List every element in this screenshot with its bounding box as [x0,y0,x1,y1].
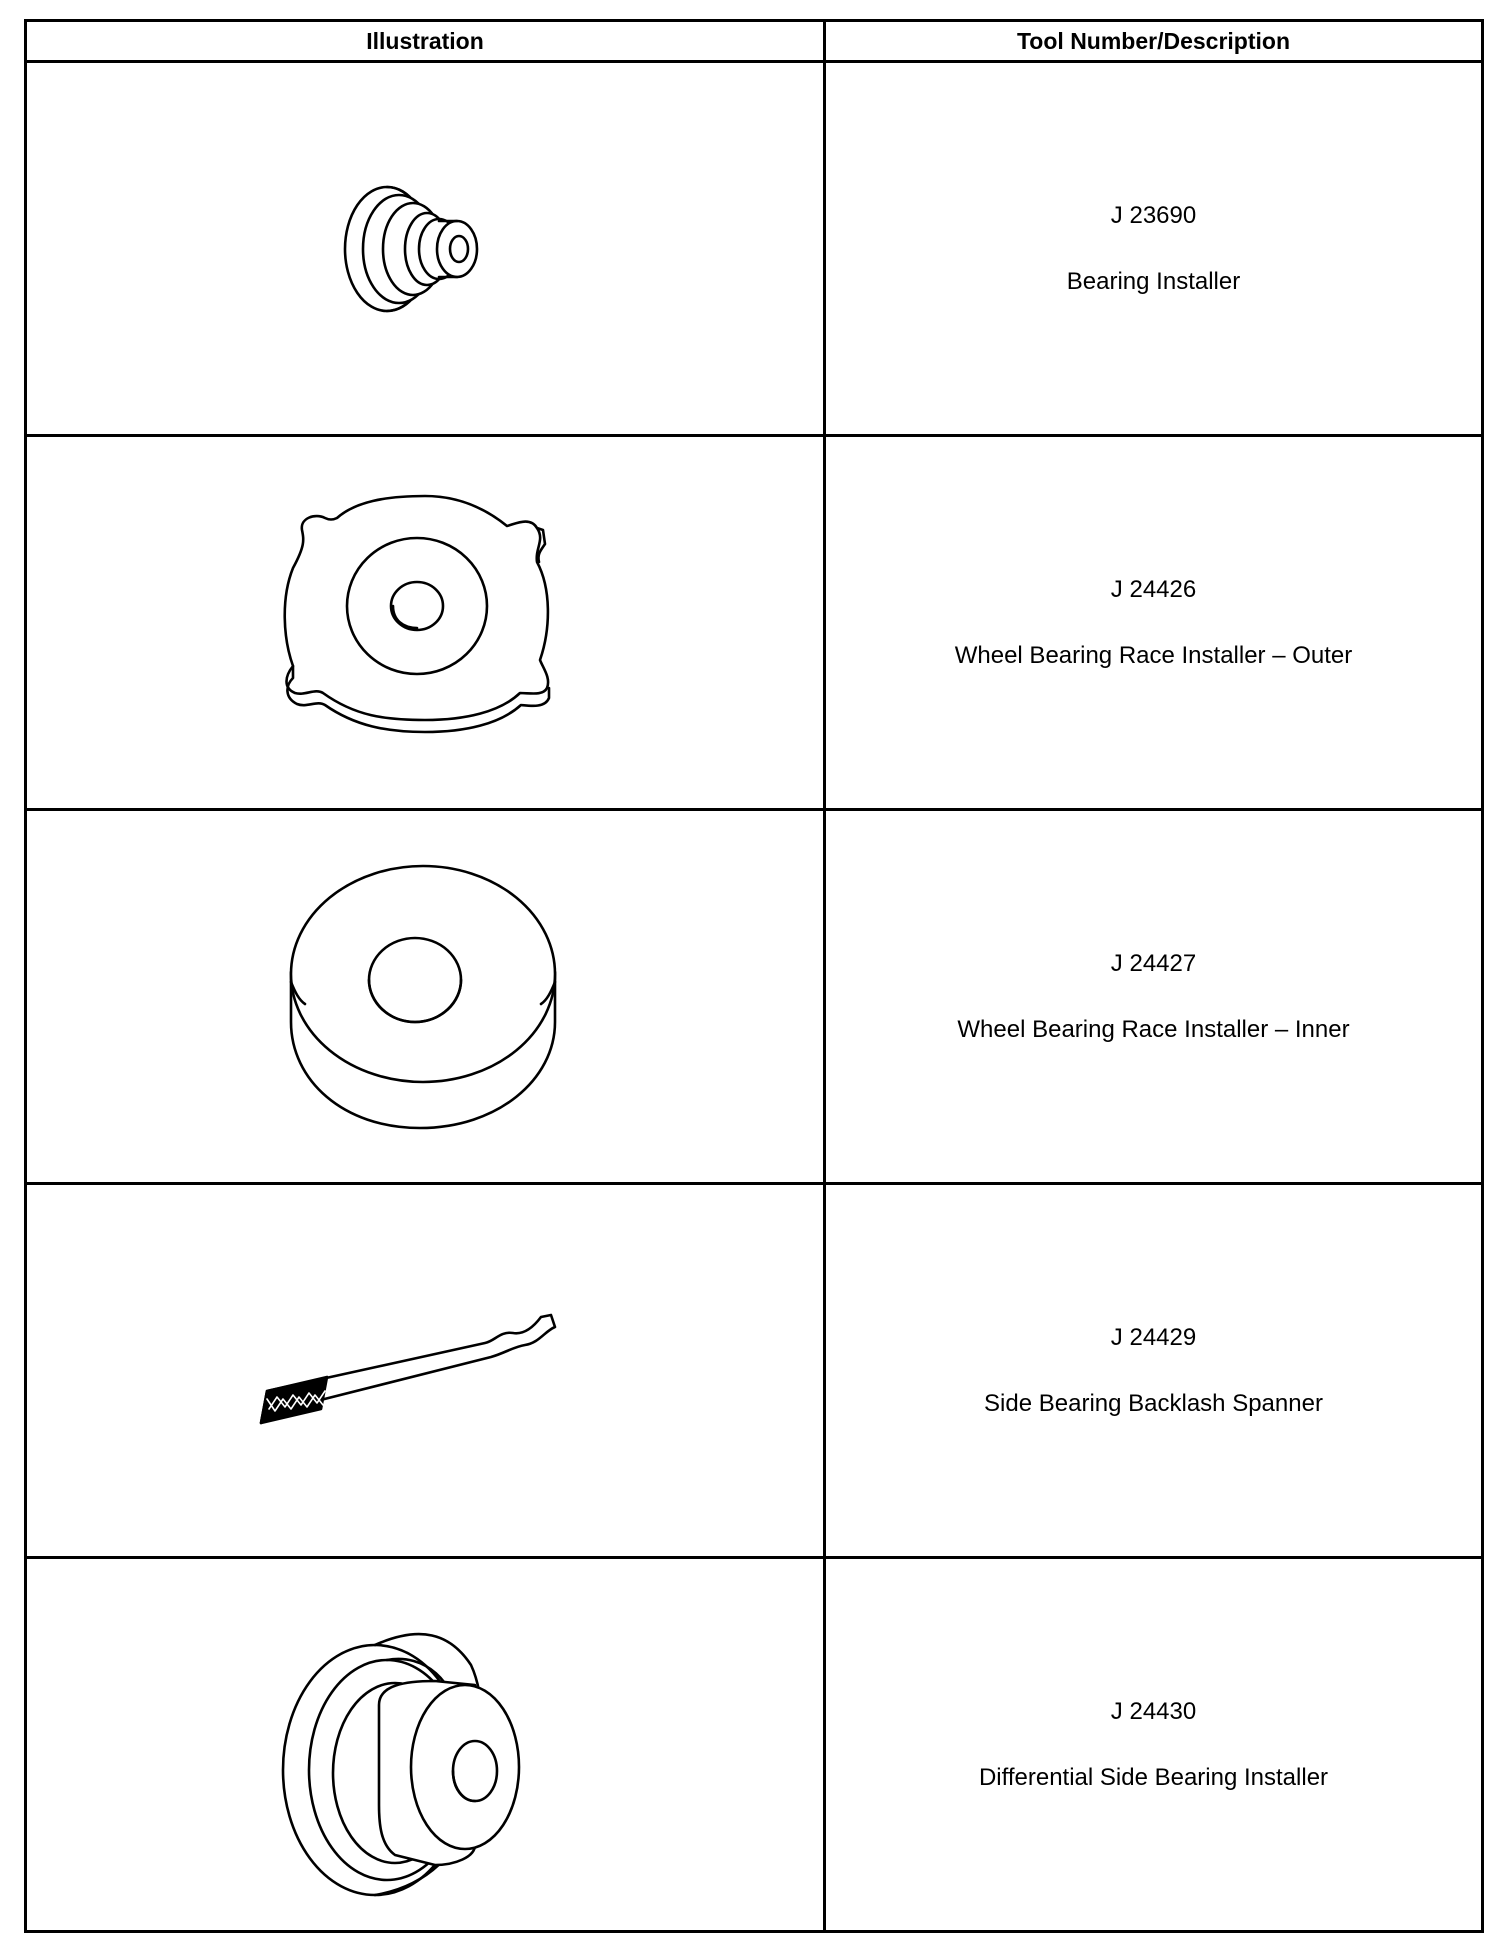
table-row [26,810,1483,1184]
table-header-row [26,21,1483,62]
side-bearing-installer-icon [275,1585,575,1905]
tool-number: J 24430 [1110,1697,1197,1725]
race-installer-outer-icon [275,488,575,758]
header-tool-description: Tool Number/Description [825,21,1483,62]
illustration-cell [26,1558,825,1932]
table-row [26,1184,1483,1558]
table-row [26,1558,1483,1932]
description-cell [825,810,1483,1184]
description-cell [825,1558,1483,1932]
tool-number: J 24426 [1110,575,1197,603]
tool-description: Wheel Bearing Race Installer – Inner [957,1015,1350,1043]
tool-description: Side Bearing Backlash Spanner [984,1389,1323,1417]
tool-description: Differential Side Bearing Installer [978,1763,1329,1791]
description-cell [825,436,1483,810]
tool-number: J 24429 [1110,1323,1197,1351]
race-installer-inner-icon [285,852,565,1142]
tool-number: J 23690 [1110,201,1197,229]
bearing-installer-icon [315,169,535,329]
backlash-spanner-icon [255,1301,595,1441]
tool-table [24,19,1484,1933]
description-cell [825,1184,1483,1558]
illustration-cell [26,1184,825,1558]
illustration-cell [26,436,825,810]
table-row [26,62,1483,436]
tool-description: Bearing Installer [1066,267,1241,295]
tool-description: Wheel Bearing Race Installer – Outer [954,641,1353,669]
illustration-cell [26,62,825,436]
description-cell [825,62,1483,436]
table-row [26,436,1483,810]
illustration-cell [26,810,825,1184]
tool-number: J 24427 [1110,949,1197,977]
header-illustration: Illustration [26,21,825,62]
